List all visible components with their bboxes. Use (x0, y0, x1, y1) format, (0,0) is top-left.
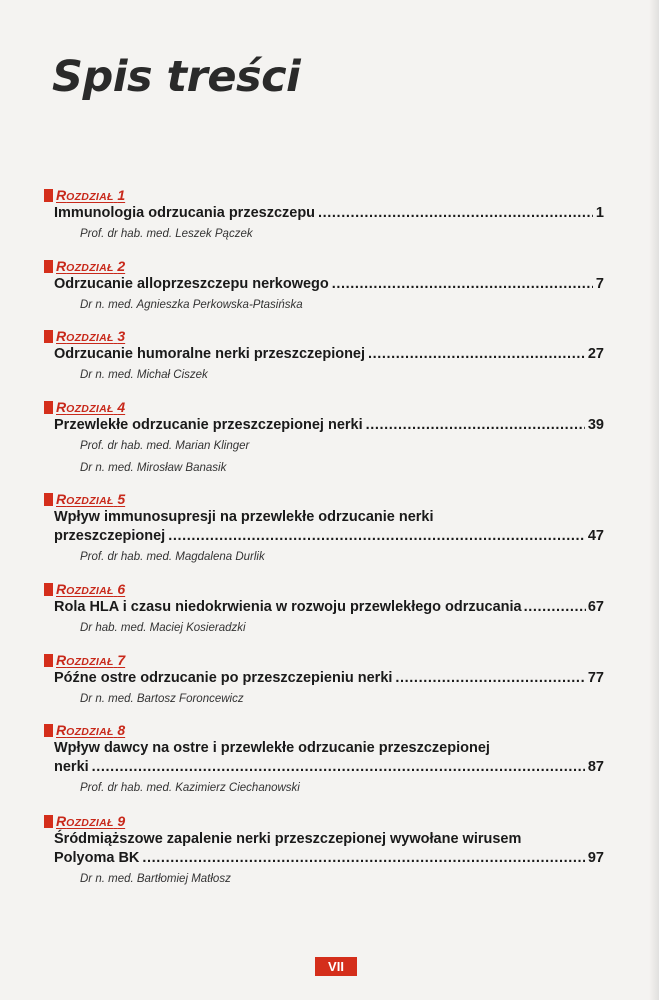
chapter-author: Dr hab. med. Maciej Kosieradzki (80, 622, 246, 634)
dot-leader (92, 758, 585, 777)
chapter-label-initial: R (56, 491, 67, 507)
chapter-label (44, 257, 604, 275)
toc-entry[interactable] (54, 669, 604, 688)
page-number: 7 (595, 276, 604, 292)
dot-leader (395, 669, 584, 688)
chapter-label (44, 721, 604, 739)
chapter-label-word: OZDZIAŁ (66, 817, 114, 829)
chapter-title: Późne ostre odrzucanie po przeszczepieniu nerki (54, 670, 393, 686)
page-number: 1 (595, 205, 604, 221)
dot-leader (366, 416, 585, 435)
chapter-author: Dr n. med. Mirosław Banasik (80, 462, 227, 474)
chapter-label-word: OZDZIAŁ (66, 726, 114, 738)
chapter-marker (44, 401, 53, 414)
chapter-title: Odrzucanie humoralne nerki przeszczepionej (54, 346, 366, 362)
chapter-label (44, 651, 604, 669)
chapter-6 (44, 580, 604, 639)
toc-entry[interactable] (54, 849, 604, 868)
chapter-8 (44, 721, 604, 799)
chapter-2 (44, 257, 604, 316)
chapter-title: Odrzucanie alloprzeszczepu nerkowego (54, 276, 329, 292)
chapter-title-line[interactable]: Śródmiąższowe zapalenie nerki przeszczepionej wywołane wirusem (54, 831, 522, 847)
page-number: 27 (587, 346, 604, 362)
chapter-title-line: Polyoma BK (54, 850, 140, 866)
chapter-marker (44, 583, 53, 596)
chapter-author: Prof. dr hab. med. Marian Klinger (80, 440, 250, 452)
chapter-author: Prof. dr hab. med. Leszek Pączek (80, 228, 253, 240)
chapter-label (44, 398, 604, 416)
chapter-title: Rola HLA i czasu niedokrwienia w rozwoju przewlekłego odrzucania (54, 599, 522, 615)
chapter-number: 6 (117, 581, 126, 597)
chapter-marker (44, 189, 53, 202)
toc-entry[interactable] (54, 204, 604, 223)
chapter-marker (44, 330, 53, 343)
dot-leader (142, 849, 584, 868)
chapter-label (44, 490, 604, 508)
chapter-label-word: OZDZIAŁ (66, 656, 114, 668)
chapter-label-initial: R (56, 187, 67, 203)
chapter-label-initial: R (56, 328, 67, 344)
chapter-number: 7 (117, 652, 126, 668)
page-number: 97 (587, 850, 604, 866)
chapter-4 (44, 398, 604, 479)
chapter-marker (44, 815, 53, 828)
dot-leader (168, 527, 585, 546)
chapter-title-line[interactable]: Wpływ immunosupresji na przewlekłe odrzucanie nerki (54, 509, 434, 525)
chapter-label-initial: R (56, 258, 67, 274)
dot-leader (332, 275, 593, 294)
chapter-label-initial: R (56, 722, 67, 738)
chapter-number: 2 (117, 258, 126, 274)
page-number: 67 (587, 599, 604, 615)
toc-entry[interactable] (54, 275, 604, 294)
chapter-label-initial: R (56, 813, 67, 829)
chapter-author: Dr n. med. Bartłomiej Matłosz (80, 873, 231, 885)
chapter-3 (44, 327, 604, 386)
chapter-title: Przewlekłe odrzucanie przeszczepionej nerki (54, 417, 363, 433)
chapter-title-line: przeszczepionej (54, 528, 166, 544)
toc-entry[interactable] (54, 416, 604, 435)
page-number: 47 (587, 528, 604, 544)
chapter-number: 1 (117, 187, 126, 203)
toc-entry[interactable] (54, 527, 604, 546)
chapter-7 (44, 651, 604, 710)
chapter-author: Dr n. med. Bartosz Foroncewicz (80, 693, 244, 705)
chapter-author: Dr n. med. Michał Ciszek (80, 369, 208, 381)
page-number: 87 (587, 759, 604, 775)
chapter-label-word: OZDZIAŁ (66, 585, 114, 597)
chapter-number: 4 (117, 399, 126, 415)
chapter-label (44, 812, 604, 830)
dot-leader (318, 204, 593, 223)
chapter-label-word: OZDZIAŁ (66, 262, 114, 274)
chapter-author: Prof. dr hab. med. Magdalena Durlik (80, 551, 265, 563)
page-number-badge: VII (315, 957, 357, 976)
chapter-number: 3 (117, 328, 126, 344)
chapter-marker (44, 654, 53, 667)
chapter-title: Immunologia odrzucania przeszczepu (54, 205, 316, 221)
chapter-label (44, 580, 604, 598)
chapter-number: 9 (117, 813, 126, 829)
chapter-9 (44, 812, 604, 890)
page-number: 77 (587, 670, 604, 686)
chapter-marker (44, 260, 53, 273)
chapter-number: 8 (117, 722, 126, 738)
chapter-label-initial: R (56, 652, 67, 668)
chapter-title-line[interactable]: Wpływ dawcy na ostre i przewlekłe odrzucanie przeszczepionej (54, 740, 490, 756)
chapter-label-initial: R (56, 399, 67, 415)
chapter-label (44, 327, 604, 345)
dot-leader (368, 345, 585, 364)
chapter-number: 5 (117, 491, 126, 507)
toc-entry[interactable] (54, 598, 604, 617)
chapter-marker (44, 724, 53, 737)
chapter-label-word: OZDZIAŁ (66, 191, 114, 203)
chapter-author: Dr n. med. Agnieszka Perkowska-Ptasińska (80, 299, 303, 311)
dot-leader (524, 598, 586, 617)
chapter-1 (44, 186, 604, 245)
chapter-title-line: nerki (54, 759, 89, 775)
chapter-marker (44, 493, 53, 506)
chapter-label (44, 186, 604, 204)
toc-entry[interactable] (54, 758, 604, 777)
chapter-5 (44, 490, 604, 568)
chapter-label-word: OZDZIAŁ (66, 332, 114, 344)
chapter-label-word: OZDZIAŁ (66, 403, 114, 415)
chapter-label-word: OZDZIAŁ (66, 495, 114, 507)
toc-entry[interactable] (54, 345, 604, 364)
chapter-label-initial: R (56, 581, 67, 597)
page-number: 39 (587, 417, 604, 433)
page-title: Spis treści (52, 52, 301, 102)
chapter-author: Prof. dr hab. med. Kazimierz Ciechanowski (80, 782, 300, 794)
